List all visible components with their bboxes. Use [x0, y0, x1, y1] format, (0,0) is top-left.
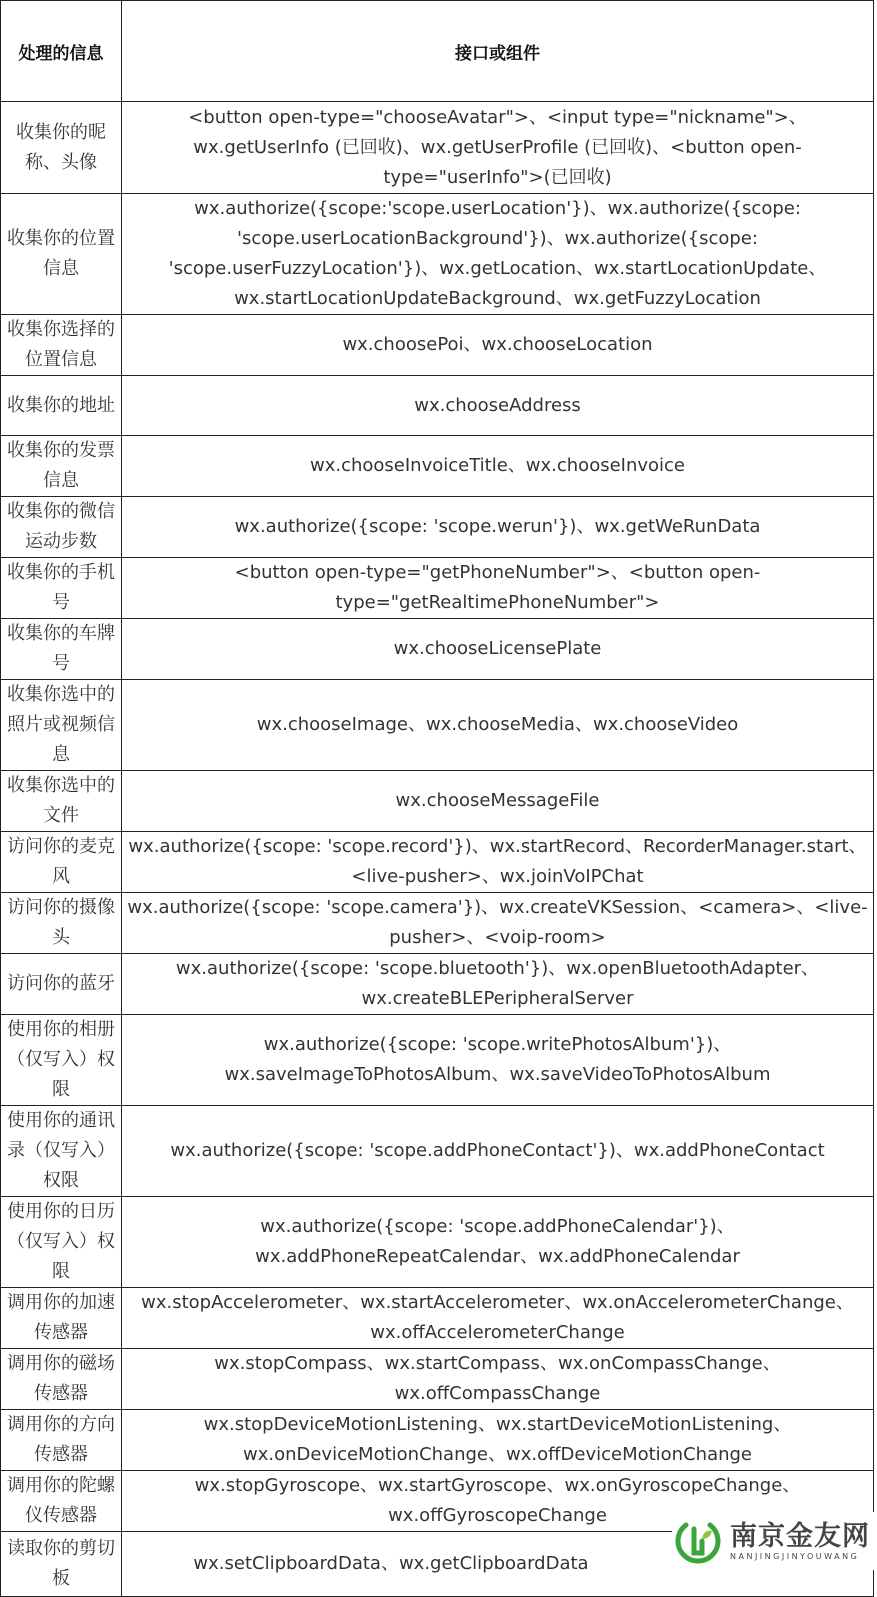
- info-cell: 收集你选择的位置信息: [1, 315, 122, 376]
- api-cell: <button open-type="chooseAvatar">、<input type="nickname">、wx.getUserInfo (已回收)、wx.getUserProfile (已回收)、<button open-type="userInfo">(已回收): [122, 102, 874, 194]
- table-row: [1, 194, 874, 315]
- api-cell: wx.stopAccelerometer、wx.startAccelerometer、wx.onAccelerometerChange、wx.offAccelerometerChange: [122, 1288, 874, 1349]
- info-cell: 使用你的日历（仅写入）权限: [1, 1197, 122, 1288]
- table-row: [1, 1197, 874, 1288]
- info-cell: 访问你的麦克风: [1, 832, 122, 893]
- api-cell: wx.authorize({scope: 'scope.werun'})、wx.getWeRunData: [122, 497, 874, 558]
- table-row: [1, 954, 874, 1015]
- table-row: [1, 1349, 874, 1410]
- api-cell: wx.stopDeviceMotionListening、wx.startDeviceMotionListening、wx.onDeviceMotionChange、wx.offDeviceMotionChange: [122, 1410, 874, 1471]
- info-cell: 使用你的相册（仅写入）权限: [1, 1015, 122, 1106]
- info-cell: 访问你的蓝牙: [1, 954, 122, 1015]
- table-row: [1, 832, 874, 893]
- api-cell: wx.authorize({scope: 'scope.camera'})、wx.createVKSession、<camera>、<live-pusher>、<voip-room>: [122, 893, 874, 954]
- table-row: [1, 376, 874, 436]
- info-cell: 调用你的加速传感器: [1, 1288, 122, 1349]
- info-cell: 收集你的位置信息: [1, 194, 122, 315]
- table-row: [1, 558, 874, 619]
- table-row: [1, 893, 874, 954]
- info-cell: 调用你的陀螺仪传感器: [1, 1471, 122, 1532]
- table-row: [1, 1288, 874, 1349]
- info-cell: 调用你的方向传感器: [1, 1410, 122, 1471]
- api-cell: wx.setClipboardData、wx.getClipboardData: [122, 1532, 874, 1597]
- info-cell: 读取你的剪切板: [1, 1532, 122, 1597]
- api-cell: wx.chooseMessageFile: [122, 771, 874, 832]
- info-cell: 收集你选中的照片或视频信息: [1, 680, 122, 771]
- info-cell: 使用你的通讯录（仅写入）权限: [1, 1106, 122, 1197]
- table-row: [1, 771, 874, 832]
- api-cell: wx.chooseInvoiceTitle、wx.chooseInvoice: [122, 436, 874, 497]
- header-info: 处理的信息: [1, 1, 122, 102]
- info-cell: 收集你的发票信息: [1, 436, 122, 497]
- api-cell: wx.stopCompass、wx.startCompass、wx.onCompassChange、wx.offCompassChange: [122, 1349, 874, 1410]
- table-row: [1, 1015, 874, 1106]
- api-cell: wx.authorize({scope: 'scope.record'})、wx.startRecord、RecorderManager.start、<live-pusher>、wx.joinVoIPChat: [122, 832, 874, 893]
- table-row: [1, 497, 874, 558]
- info-cell: 访问你的摄像头: [1, 893, 122, 954]
- api-cell: wx.authorize({scope: 'scope.bluetooth'})、wx.openBluetoothAdapter、wx.createBLEPeripheralServer: [122, 954, 874, 1015]
- api-cell: wx.authorize({scope: 'scope.writePhotosAlbum'})、wx.saveImageToPhotosAlbum、wx.saveVideoToPhotosAlbum: [122, 1015, 874, 1106]
- info-cell: 收集你的微信运动步数: [1, 497, 122, 558]
- api-cell: wx.chooseAddress: [122, 376, 874, 436]
- info-cell: 收集你的手机号: [1, 558, 122, 619]
- watermark-logo: [672, 1512, 877, 1570]
- api-cell: wx.authorize({scope: 'scope.addPhoneContact'})、wx.addPhoneContact: [122, 1106, 874, 1197]
- info-cell: 收集你的车牌号: [1, 619, 122, 680]
- api-cell: wx.stopGyroscope、wx.startGyroscope、wx.onGyroscopeChange、wx.offGyroscopeChange: [122, 1471, 874, 1532]
- info-cell: 收集你选中的文件: [1, 771, 122, 832]
- info-cell: 收集你的地址: [1, 376, 122, 436]
- api-cell: wx.authorize({scope: 'scope.addPhoneCalendar'})、wx.addPhoneRepeatCalendar、wx.addPhoneCalendar: [122, 1197, 874, 1288]
- leaf-logo-icon: [672, 1515, 724, 1567]
- api-cell: wx.chooseLicensePlate: [122, 619, 874, 680]
- table-row: [1, 315, 874, 376]
- api-cell: <button open-type="getPhoneNumber">、<button open-type="getRealtimePhoneNumber">: [122, 558, 874, 619]
- api-cell: wx.chooseImage、wx.chooseMedia、wx.chooseVideo: [122, 680, 874, 771]
- table-row: [1, 680, 874, 771]
- table-row: [1, 1410, 874, 1471]
- api-cell: wx.choosePoi、wx.chooseLocation: [122, 315, 874, 376]
- header-api: 接口或组件: [122, 1, 874, 102]
- watermark-sub: NANJINGJINYOUWANG: [730, 1551, 860, 1561]
- table-row: [1, 1106, 874, 1197]
- table-row: [1, 619, 874, 680]
- api-cell: wx.authorize({scope:'scope.userLocation'})、wx.authorize({scope: 'scope.userLocationBackground'})、wx.authorize({scope: 'scope.userFuzzyLocation'})、wx.getLocation、wx.startLocationUpdate、wx.startLocationUpdateBackground、wx.getFuzzyLocation: [122, 194, 874, 315]
- table-row: [1, 102, 874, 194]
- watermark-name: 南京金友网: [730, 1520, 870, 1552]
- table-row: [1, 436, 874, 497]
- info-cell: 收集你的昵称、头像: [1, 102, 122, 194]
- info-cell: 调用你的磁场传感器: [1, 1349, 122, 1410]
